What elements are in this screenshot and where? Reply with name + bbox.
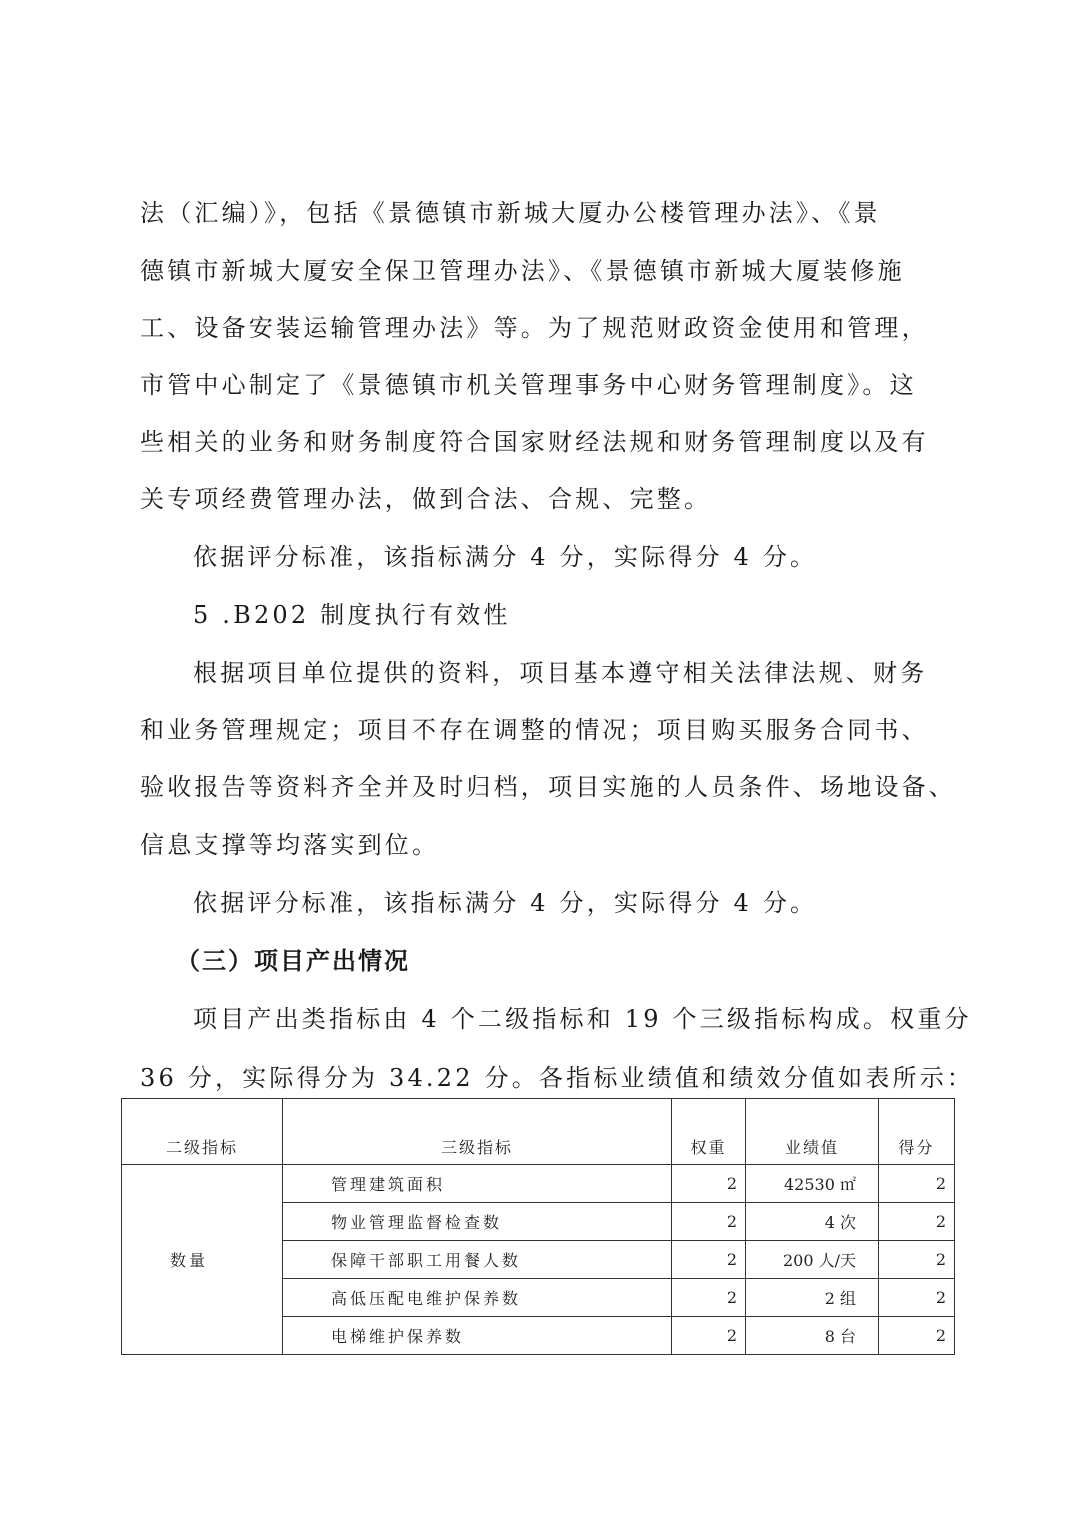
score-cell: 2 [879, 1317, 955, 1355]
header-weight: 权重 [672, 1099, 746, 1165]
indicator-name: 保障干部职工用餐人数 [283, 1241, 672, 1279]
paragraph-line: 法（汇编）》，包括《景德镇市新城大厦办公楼管理办法》、《景 [140, 199, 881, 227]
table-row [122, 1165, 955, 1203]
value-cell: 200 人/天 [746, 1241, 879, 1279]
header-level3: 三级指标 [283, 1099, 672, 1165]
weight-cell: 2 [672, 1165, 746, 1203]
score-cell: 2 [879, 1203, 955, 1241]
paragraph-line: 关专项经费管理办法，做到合法、合规、完整。 [140, 485, 712, 513]
paragraph-line: 36 分，实际得分为 34.22 分。各指标业绩值和绩效分值如表所示： [140, 1064, 975, 1092]
paragraph-line: 根据项目单位提供的资料，项目基本遵守相关法律法规、财务 [193, 659, 928, 687]
weight-cell: 2 [672, 1279, 746, 1317]
paragraph-line: 验收报告等资料齐全并及时归档，项目实施的人员条件、场地设备、 [140, 773, 956, 801]
paragraph-line: 项目产出类指标由 4 个二级指标和 19 个三级指标构成。权重分 [193, 1005, 972, 1033]
indicator-name: 高低压配电维护保养数 [283, 1279, 672, 1317]
value-cell: 4 次 [746, 1203, 879, 1241]
header-score: 得分 [879, 1099, 955, 1165]
paragraph-line: 些相关的业务和财务制度符合国家财经法规和财务管理制度以及有 [140, 428, 929, 456]
section-subtitle: 5 .B202 制度执行有效性 [193, 601, 511, 629]
indicator-name: 管理建筑面积 [283, 1165, 672, 1203]
weight-cell: 2 [672, 1317, 746, 1355]
paragraph-line: 工、设备安装运输管理办法》等。为了规范财政资金使用和管理， [140, 314, 929, 342]
score-cell: 2 [879, 1165, 955, 1203]
score-cell: 2 [879, 1279, 955, 1317]
group-cell: 数量 [122, 1165, 283, 1355]
value-cell: 2 组 [746, 1279, 879, 1317]
paragraph-line: 信息支撑等均落实到位。 [140, 831, 440, 859]
score-statement: 依据评分标准，该指标满分 4 分，实际得分 4 分。 [193, 889, 818, 917]
table-header-row [122, 1099, 955, 1165]
section-heading: （三）项目产出情况 [176, 947, 410, 975]
score-cell: 2 [879, 1241, 955, 1279]
indicator-name: 物业管理监督检查数 [283, 1203, 672, 1241]
output-indicators-table [121, 1098, 955, 1355]
score-statement: 依据评分标准，该指标满分 4 分，实际得分 4 分。 [193, 543, 818, 571]
paragraph-line: 德镇市新城大厦安全保卫管理办法》、《景德镇市新城大厦装修施 [140, 257, 905, 285]
indicator-name: 电梯维护保养数 [283, 1317, 672, 1355]
weight-cell: 2 [672, 1241, 746, 1279]
paragraph-line: 和业务管理规定；项目不存在调整的情况；项目购买服务合同书、 [140, 716, 929, 744]
weight-cell: 2 [672, 1203, 746, 1241]
value-cell: 8 台 [746, 1317, 879, 1355]
paragraph-line: 市管中心制定了《景德镇市机关管理事务中心财务管理制度》。这 [140, 371, 917, 399]
header-value: 业绩值 [746, 1099, 879, 1165]
value-cell: 42530 ㎡ [746, 1165, 879, 1203]
header-level2: 二级指标 [122, 1099, 283, 1165]
